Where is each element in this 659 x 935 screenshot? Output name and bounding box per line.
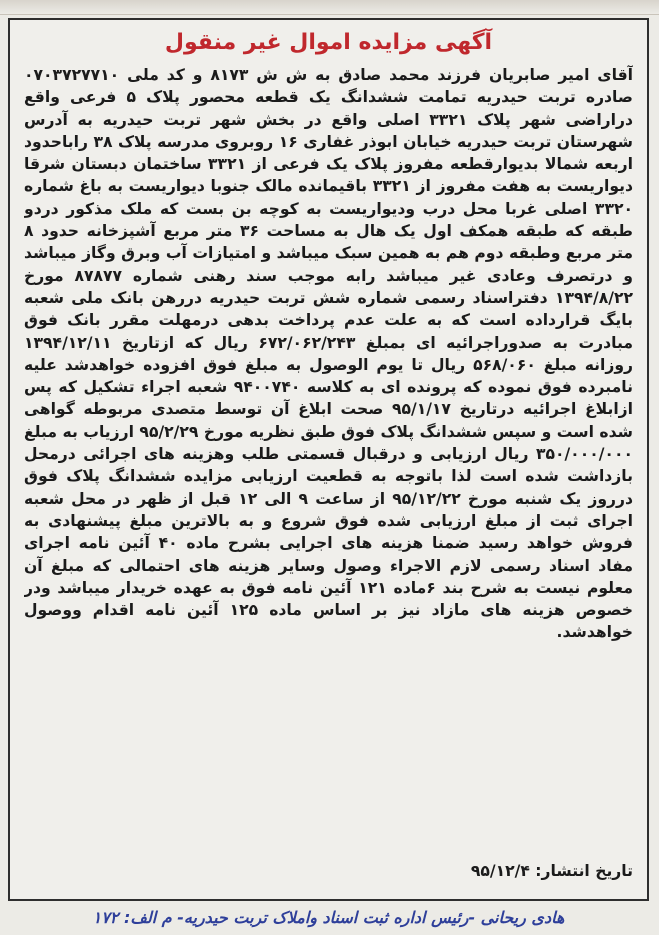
notice-title: آگهی مزایده اموال غیر منقول — [164, 30, 493, 55]
notice-body: آقای امیر صابریان فرزند محمد صادق به ش ش ۸۱۷۳ و کد ملی ۰۷۰۳۷۲۷۷۱۰ صادره تربت حیدریه تمامت ششدانگ یک قطعه محصور پلاک ۵ فرعی واقع دراراضی شهر پلاک ۳۳۲۱ اصلی واقع در بخش شهر تربت حیدریه به آدرس شهرستان تربت حیدریه خیابان ابوذر غفاری ۱۶ روبروی مدرسه پلاک ۳۸ راباحدود اربعه شمالا بدیوارقطعه مفروز پلاک یک فرعی از ۳۳۲۱ ساختمان دبستان شرقا دیواریست به هفت مفروز از ۳۳۲۱ باقیمانده مالک جنوبا دیواریست به باغ شماره ۳۳۲۰ اصلی غربا محل درب ودیواریست به کوچه بن بست که ملک مذکور دردو طبقه که طبقه همکف اول یک هال به مساحت ۳۶ متر مربع آشپزخانه حدود ۸ متر مربع وطبقه دوم هم به همین سبک میباشد و امتیازات آب وبرق وگاز میباشد و درتصرف وعادی غیر میباشد رابه موجب سند رهنی شماره ۸۷۸۷۷ مورخ ۱۳۹۴/۸/۲۲ دفتراسناد رسمی شماره شش تربت حیدریه دررهن بانک ملی شعبه بایگ قرارداده است که به علت عدم پرداخت بدهی درمهلت مقرر بانک فوق مبادرت به صدوراجرائیه ای بمبلغ ۶۷۲/۰۶۲/۲۴۳ ریال که ازتاریخ ۱۳۹۴/۱۲/۱۱ روزانه مبلغ ۵۶۸/۰۶۰ ریال تا یوم الوصول به مبلغ فوق افزوده خواهدشد علیه نامبرده فوق نموده که پرونده ای به کلاسه ۹۴۰۰۷۴۰ شعبه اجراء تشکیل که پس ازابلاغ اجرائیه درتاریخ ۹۵/۱/۱۷ صحت ابلاغ آن توسط متصدی مربوطه گواهی شده است و سپس ششدانگ پلاک فوق طبق نظریه مورخ ۹۵/۲/۲۹ ارزیاب به مبلغ ۳۵۰/۰۰۰/۰۰۰ ریال ارزیابی و درقبال قسمتی طلب وهزینه های اجرائی درمحل بازداشت شده است لذا باتوجه به قطعیت ارزیابی مزایده ششدانگ پلاک فوق درروز یک شنبه مورخ ۹۵/۱۲/۲۲ از ساعت ۹ الی ۱۲ قبل از ظهر در محل شعبه اجرای ثبت از مبلغ ارزیابی شده فوق شروع و به بالاترین مبلغ پیشنهادی به فروش خواهد رسید ضمنا هزینه های اجرایی بشرح ماده ۴۰ آئین نامه اجرای مفاد اسناد رسمی لازم الاجراء وصول وسایر هزینه های احتمالی که مبلغ آن معلوم نیست به شرح بند ۶ماده ۱۲۱ آئین نامه فوق به عهده خریدار میباشد ودر خصوص هزینه های مازاد نیز بر اساس ماده ۱۲۵ آئین نامه اقدام ووصول خواهدشد. — [24, 66, 633, 642]
signature-footer: هادی ریحانی -رئیس اداره ثبت اسناد واملاک تربت حیدریه- م الف: ۱۷۲ — [92, 908, 565, 927]
cut-edge-strip — [0, 0, 659, 15]
publish-date: تاریخ انتشار: ۹۵/۱۲/۴ — [470, 862, 633, 880]
notice-frame — [8, 18, 649, 901]
